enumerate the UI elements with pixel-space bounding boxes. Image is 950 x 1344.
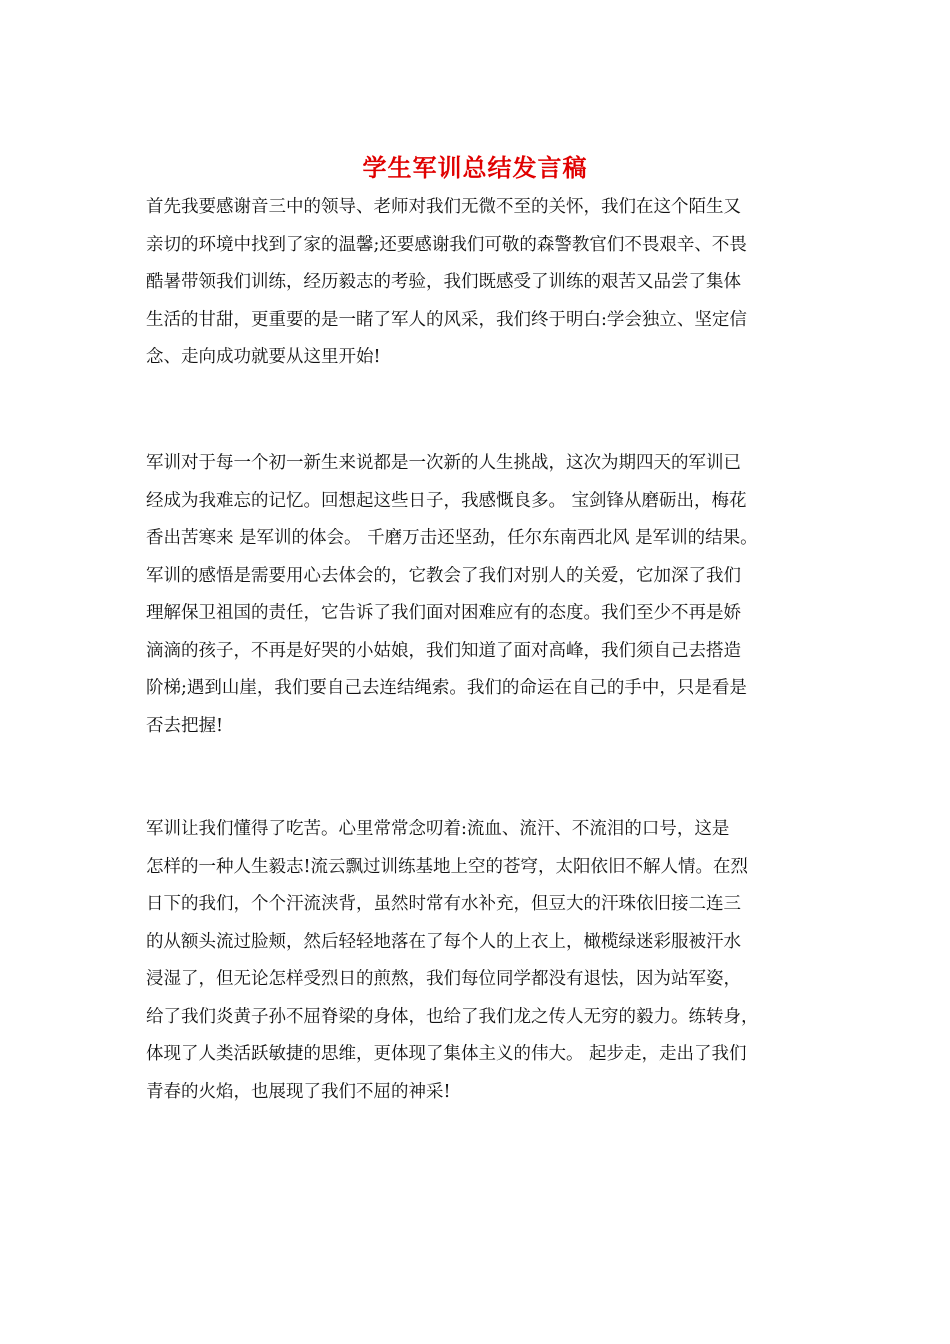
paragraph-line: 青春的火焰，也展现了我们不屈的神采!	[146, 1081, 451, 1102]
paragraph-line: 浸湿了，但无论怎样受烈日的煎熬，我们每位同学都没有退怯，因为站军姿，	[146, 969, 741, 989]
paragraph-line: 军训的感悟是需要用心去体会的，它教会了我们对别人的关爱，它加深了我们	[146, 565, 741, 586]
paragraph-line: 军训让我们懂得了吃苦。心里常常念叨着:流血、流汗、不流泪的口号，这是	[146, 819, 730, 839]
paragraph-line: 阶梯;遇到山崖，我们要自己去连结绳索。我们的命运在自己的手中，只是看是	[146, 678, 747, 698]
paragraph-line: 体现了人类活跃敏捷的思维，更体现了集体主义的伟大。 起步走，走出了我们	[146, 1044, 747, 1064]
paragraph-line: 怎样的一种人生毅志!流云飘过训练基地上空的苍穹，太阳依旧不解人情。在烈	[146, 856, 749, 877]
paragraph-line: 理解保卫祖国的责任，它告诉了我们面对困难应有的态度。我们至少不再是娇	[146, 603, 741, 623]
paragraph-line: 经成为我难忘的记忆。回想起这些日子，我感慨良多。 宝剑锋从磨砺出，梅花	[146, 490, 747, 511]
paragraph-line: 否去把握!	[146, 715, 224, 736]
paragraph-line: 念、走向成功就要从这里开始!	[146, 347, 381, 367]
paragraph-line: 酷暑带领我们训练，经历毅志的考验，我们既感受了训练的艰苦又品尝了集体	[146, 272, 741, 292]
paragraph-line: 军训对于每一个初一新生来说都是一次新的人生挑战，这次为期四天的军训已	[146, 453, 741, 473]
paragraph-1	[146, 189, 826, 377]
paragraph-3	[146, 811, 826, 1111]
paragraph-line: 生活的甘甜，更重要的是一睹了军人的风采，我们终于明白:学会独立、坚定信	[146, 309, 747, 330]
document-title: 学生军训总结发言稿	[362, 154, 588, 182]
paragraph-2	[146, 445, 826, 745]
paragraph-line: 香出苦寒来 是军训的体会。 千磨万击还坚劲，任尔东南西北风 是军训的结果。	[146, 528, 758, 548]
paragraph-line: 亲切的环境中找到了家的温馨;还要感谢我们可敬的森警教官们不畏艰辛、不畏	[146, 234, 747, 255]
paragraph-line: 的从额头流过脸颊，然后轻轻地落在了每个人的上衣上，橄榄绿迷彩服被汗水	[146, 931, 741, 952]
paragraph-line: 日下的我们，个个汗流浃背，虽然时常有水补充，但豆大的汗珠依旧接二连三	[146, 894, 741, 914]
paragraph-line: 首先我要感谢音三中的领导、老师对我们无微不至的关怀，我们在这个陌生又	[146, 197, 741, 217]
paragraph-line: 滴滴的孩子，不再是好哭的小姑娘，我们知道了面对高峰，我们须自己去搭造	[146, 640, 741, 661]
paragraph-line: 给了我们炎黄子孙不屈脊梁的身体，也给了我们龙之传人无穷的毅力。练转身，	[146, 1006, 759, 1027]
